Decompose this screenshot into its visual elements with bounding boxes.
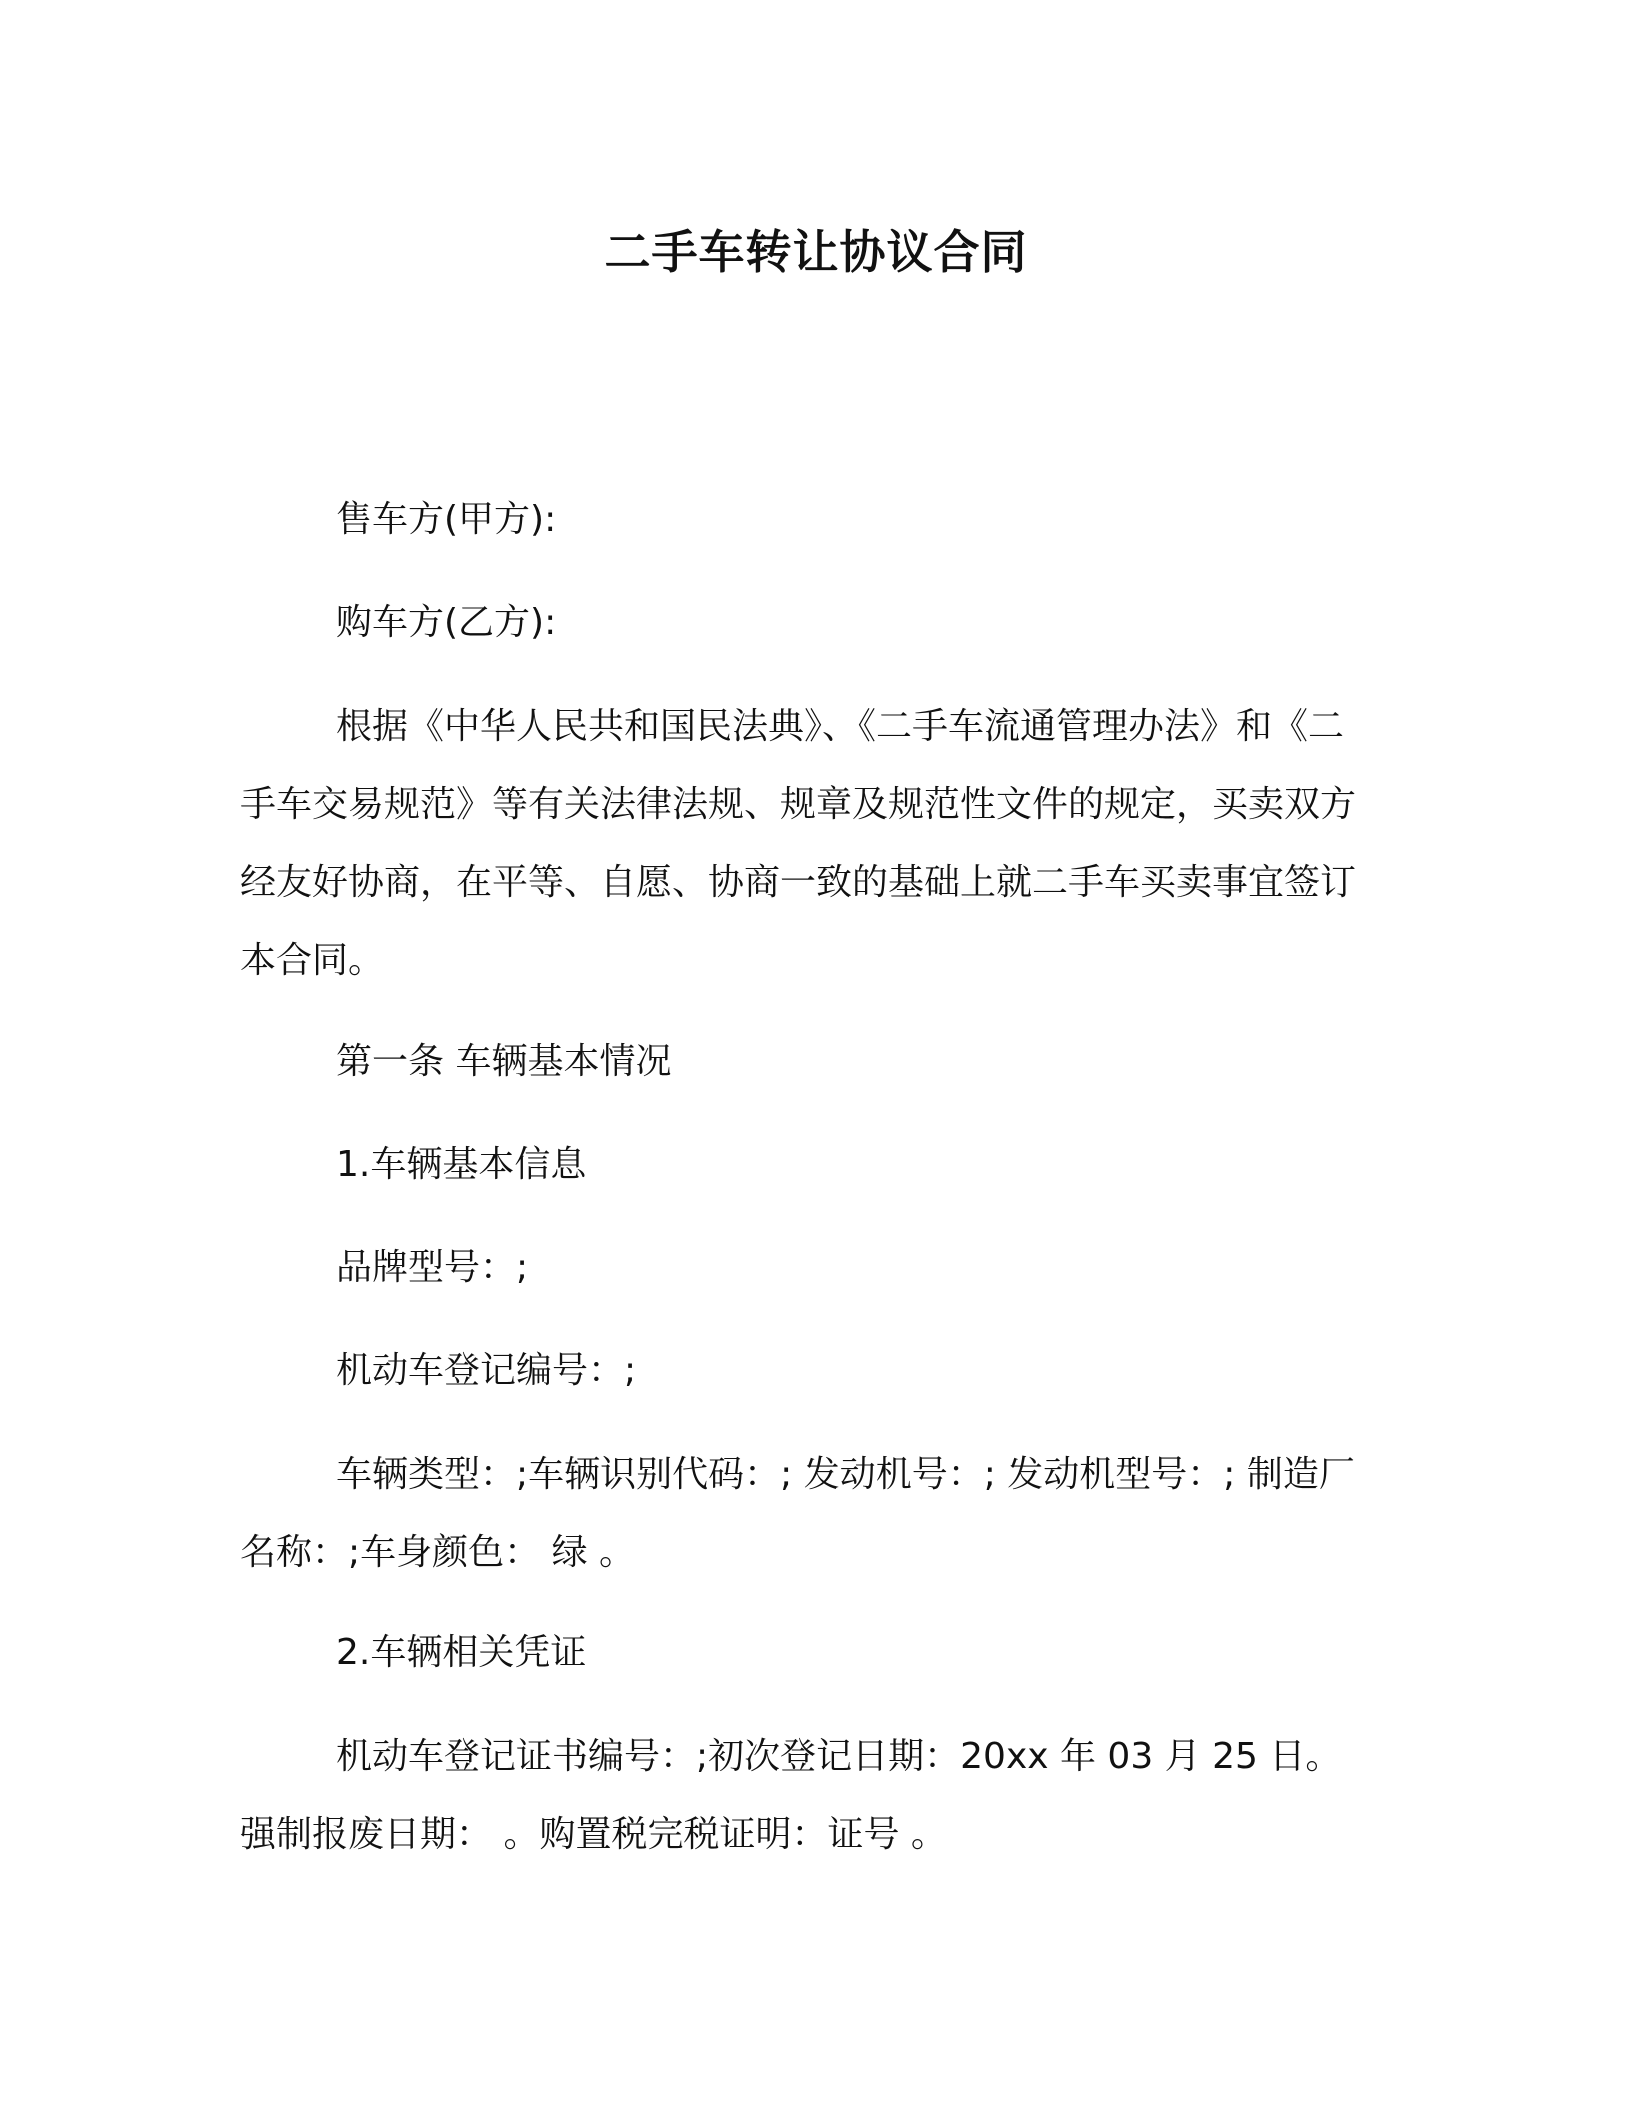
- certificate-details-paragraph: 机动车登记证书编号：;初次登记日期：20xx 年 03 月 25 日。强制报废日期： 。购置税完税证明：证号 。: [240, 1736, 1342, 1855]
- registration-number-line: 机动车登记编号：;: [336, 1350, 637, 1391]
- vehicle-details-paragraph: 车辆类型：;车辆识别代码：; 发动机号：; 发动机型号：; 制造厂名称：;车身颜色： 绿 。: [240, 1454, 1355, 1573]
- buyer-label: 购车方(乙方):: [336, 602, 557, 643]
- section-2-heading: 2.车辆相关凭证: [336, 1632, 587, 1673]
- intro-paragraph: 根据《中华人民共和国民法典》、《二手车流通管理办法》和《二手车交易规范》等有关法律法规、规章及规范性文件的规定，买卖双方经友好协商，在平等、自愿、协商一致的基础上就二手车买卖事宜签订本合同。: [240, 706, 1357, 981]
- article-1-heading: 第一条 车辆基本情况: [336, 1041, 672, 1082]
- brand-model-line: 品牌型号：;: [336, 1247, 529, 1288]
- document-title: 二手车转让协议合同: [604, 225, 1028, 279]
- section-1-heading: 1.车辆基本信息: [336, 1144, 587, 1185]
- seller-label: 售车方(甲方):: [336, 499, 557, 540]
